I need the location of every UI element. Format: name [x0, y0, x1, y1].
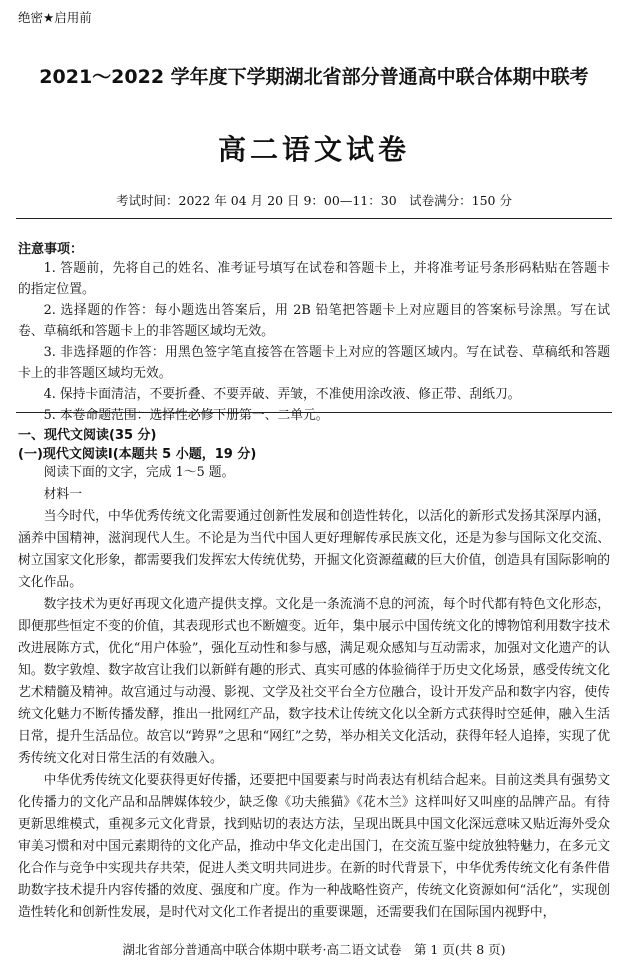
- material-label: 材料一: [43, 487, 82, 502]
- notice-item: 2. 选择题的作答：每小题选出答案后，用 2B 铅笔把答题卡上对应题目的答案标号涂黑。写在试卷、草稿纸和答题卡上的非答题区域均无效。: [18, 303, 610, 339]
- notice-item: 3. 非选择题的作答：用黑色签字笔直接答在答题卡上对应的答题区域内。写在试卷、草稿纸和答题卡上的非答题区域均无效。: [18, 345, 610, 381]
- divider-bottom: [16, 412, 612, 413]
- notice-list: [18, 258, 610, 426]
- subsection-title: (一)现代文阅读Ⅰ(本题共 5 小题，19 分): [18, 447, 257, 462]
- paragraph: 当今时代，中华优秀传统文化需要通过创新性发展和创造性转化，以活化的新形式发扬其深厚内涵，涵养中国精神，滋润现代人生。不论是为当代中国人更好理解传承民族文化，还是为参与国际文化交流、树立国家文化形象，都需要我们发挥宏大传统优势，开掘文化资源蕴藏的巨大价值，创造具有国际影响的文化作品。: [18, 509, 610, 590]
- divider-top: [16, 218, 612, 219]
- notice-item: 4. 保持卡面清洁，不要折叠、不要弄破、弄皱，不准使用涂改液、修正带、刮纸刀。: [43, 387, 521, 402]
- notice-item: 1. 答题前，先将自己的姓名、准考证号填写在试卷和答题卡上，并将准考证号条形码粘贴在答题卡的指定位置。: [18, 261, 610, 297]
- page-footer: 湖北省部分普通高中联合体期中联考·高二语文试卷 第 1 页(共 8 页): [122, 942, 506, 957]
- section-title: 一、现代文阅读(35 分): [18, 428, 157, 443]
- notice-item: 5. 本卷命题范围：选择性必修下册第一、二单元。: [43, 408, 329, 423]
- secret-label: 绝密★启用前: [18, 10, 92, 25]
- paper-title: 高二语文试卷: [217, 133, 410, 166]
- instruction: 阅读下面的文字，完成 1～5 题。: [43, 465, 235, 480]
- exam-meta: 考试时间：2022 年 04 月 20 日 9：00—11：30 试卷满分：150 分: [116, 193, 512, 208]
- exam-title: 2021～2022 学年度下学期湖北省部分普通高中联合体期中联考: [39, 66, 589, 88]
- paragraph: 中华优秀传统文化要获得更好传播，还要把中国要素与时尚表达有机结合起来。目前这类具有强势文化传播力的文化产品和品牌媒体较少，缺乏像《功夫熊猫》《花木兰》这样叫好又叫座的品牌产品。有待更新思维模式，重视多元文化背景，找到贴切的表达方法，呈现出既具中国文化深远意味又贴近海外受众审美习惯和对中国元素期待的文化产品，推动中华文化走出国门，在交流互鉴中绽放独特魅力，在多元文化合作与竞争中实现共存共荣，促进人类文明共同进步。在新的时代背景下，中华优秀传统文化有条件借助数字技术提升内容传播的效度、强度和广度。作为一种战略性资产，传统文化资源如何“活化”，实现创造性转化和创新性发展，是时代对文化工作者提出的重要课题，还需要我们在国际国内视野中，: [18, 773, 610, 920]
- reading-body: [18, 462, 610, 924]
- paragraph: 数字技术为更好再现文化遗产提供支撑。文化是一条流淌不息的河流，每个时代都有特色文化形态，即便那些恒定不变的价值，其表现形式也不断嬗变。近年，集中展示中国传统文化的博物馆利用数字技术改进展陈方式，优化“用户体验”，强化互动性和参与感，满足观众感知与互动需求，加强对文化遗产的认知。数字敦煌、数字故宫让我们以新鲜有趣的形式、真实可感的体验徜徉于历史文化场景，感受传统文化艺术精髓及精神。故宫通过与动漫、影视、文学及社交平台全方位融合，设计开发产品和数字内容，使传统文化魅力不断传播发酵，推出一批网红产品，数字技术让传统文化以全新方式获得时空延伸，融入生活日常，提升生活品位。故宫以“跨界”之思和“网红”之势，举办相关文化活动，获得年轻人追捧，实现了优秀传统文化对日常生活的有效融入。: [18, 597, 610, 766]
- notice-heading: 注意事项：: [18, 242, 84, 257]
